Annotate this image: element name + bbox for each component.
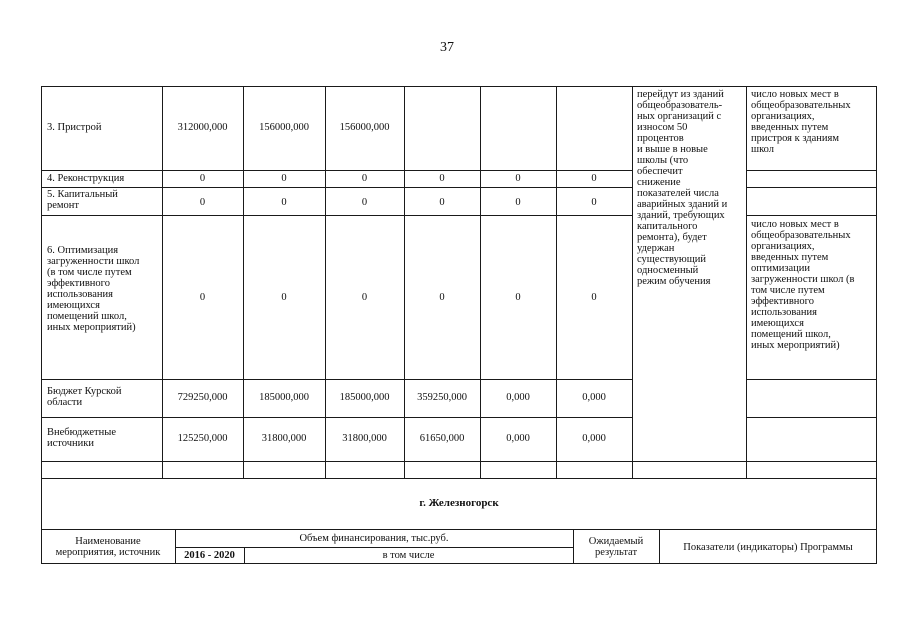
table-cell: 125250,000: [177, 433, 228, 444]
table-cell: 0: [361, 292, 368, 303]
table-cell: 31800,000: [261, 433, 307, 444]
expected-result-text: перейдут из зданий общеобразователь- ных организаций с износом 50 процентов и выше в новые школы (что обеспечит снижение показателей числа аварийных зданий и зданий, требующих капитального ремонта), будет удержан существующий односменный режим обучения: [637, 89, 728, 287]
row-label-extrabudgetary: Внебюджетные источники: [47, 427, 116, 449]
table-cell: 0: [591, 173, 597, 184]
table-cell: 0: [515, 292, 521, 303]
row-label-budget-kursk: Бюджет Курской области: [47, 386, 122, 408]
table-cell: 0: [515, 197, 521, 208]
table-cell: 0: [281, 197, 287, 208]
table-cell: 0: [361, 197, 368, 208]
indicator-optimization: число новых мест в общеобразовательных организациях, введенных путем оптимизации загруженности школ (в том числе путем эффективного использования имеющихся помещений школ, иных мероприятий): [751, 219, 855, 351]
header-period: 2016 - 2020: [184, 550, 235, 561]
table-cell: 0: [439, 173, 445, 184]
city-title: г. Железногорск: [419, 497, 499, 509]
table-cell: 0: [199, 173, 206, 184]
header-indicators: Показатели (индикаторы) Программы: [683, 542, 853, 553]
table-cell: 61650,000: [419, 433, 465, 444]
row-label-pristroy: 3. Пристрой: [47, 122, 102, 133]
table-cell: 0: [361, 173, 368, 184]
table-cell: 0,000: [582, 433, 606, 444]
row-label-reconstruction: 4. Реконструкция: [47, 173, 125, 184]
table-cell: 729250,000: [177, 392, 228, 403]
table-cell: 156000,000: [259, 122, 309, 133]
table-cell: 31800,000: [342, 433, 387, 444]
table-cell: 0: [515, 173, 521, 184]
header-name: Наименование мероприятия, источник: [55, 536, 161, 558]
indicator-pristroy: число новых мест в общеобразовательных организациях, введенных путем пристроя к зданиям школ: [751, 89, 851, 155]
table-cell: 0: [591, 292, 597, 303]
table-cell: 0: [439, 197, 445, 208]
header-incl: в том числе: [382, 550, 435, 561]
table-cell: 185000,000: [339, 392, 390, 403]
table-cell: 0: [199, 197, 206, 208]
table-cell: 0: [439, 292, 445, 303]
table-cell: 0,000: [506, 392, 530, 403]
table-cell: 312000,000: [177, 122, 228, 133]
row-label-optimization: 6. Оптимизация загруженности школ (в том числе путем эффективного использования имеющихся помещений школ, иных мероприятий): [47, 245, 140, 333]
row-label-capital-repair: 5. Капитальный ремонт: [47, 189, 118, 211]
table-cell: 156000,000: [339, 122, 390, 133]
table-cell: 0,000: [506, 433, 530, 444]
header-expected: Ожидаемый результат: [588, 536, 644, 558]
table-cell: 0: [591, 197, 597, 208]
table-cell: 185000,000: [259, 392, 309, 403]
table-cell: 0: [281, 292, 287, 303]
table-cell: 0: [199, 292, 206, 303]
table-cell: 359250,000: [417, 392, 467, 403]
table-cell: 0,000: [582, 392, 606, 403]
header-funding: Объем финансирования, тыс.руб.: [299, 533, 449, 544]
table-cell: 0: [281, 173, 287, 184]
page-number: 37: [440, 40, 454, 55]
